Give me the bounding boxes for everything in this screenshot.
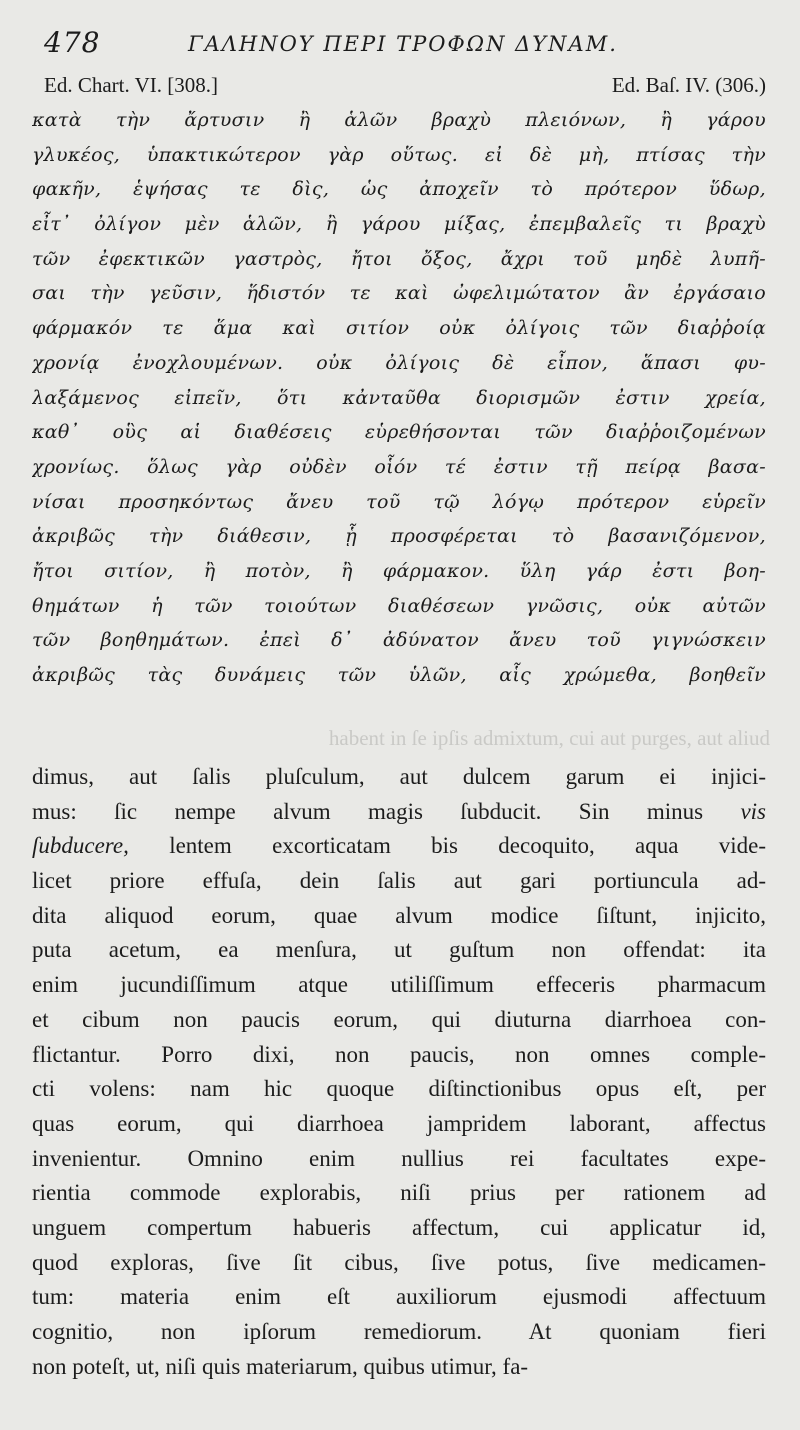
page-header [44, 24, 764, 74]
latin-line: licet priore effuſa, dein ſalis aut gari portiuncula ad- [32, 868, 766, 894]
greek-line: εἶτ᾽ ὀλίγον μὲν ἁλῶν, ἢ γάρου μίξας, ἐπεμβαλεῖς τι βραχὺ [32, 213, 766, 236]
edition-references [44, 73, 766, 103]
latin-text-block [32, 760, 766, 1384]
latin-line: non poteſt, ut, niſi quis materiarum, quibus utimur, fa- [32, 1353, 529, 1379]
greek-text-block [32, 103, 766, 693]
edition-reference-basel: Ed. Baſ. IV. (306.) [611, 73, 766, 97]
greek-line: φάρμακόν τε ἅμα καὶ σιτίον οὐκ ὀλίγοις τῶν διαῤῥοίᾳ [32, 317, 766, 340]
latin-italic-phrase: ſubducere, [32, 833, 129, 859]
page-number: 478 [44, 26, 101, 59]
latin-line: unguem compertum habueris affectum, cui applicatur id, [32, 1214, 766, 1240]
latin-line: dimus, aut ſalis pluſculum, aut dulcem garum ei injici- [32, 764, 766, 789]
greek-line: χρονίᾳ ἐνοχλουμένων. οὐκ ὀλίγοις δὲ εἶπον, ἅπασι φυ- [32, 351, 766, 374]
greek-line: θημάτων ἡ τῶν τοιούτων διαθέσεων γνῶσις, οὐκ αὐτῶν [32, 594, 766, 617]
latin-line: et cibum non paucis eorum, qui diuturna diarrhoea con- [32, 1006, 766, 1032]
greek-line: τῶν βοηθημάτων. ἐπεὶ δ᾽ ἀδύνατον ἄνευ τοῦ γιγνώσκειν [32, 629, 766, 652]
greek-line: σαι τὴν γεῦσιν, ἥδιστόν τε καὶ ὠφελιμώτατον ἂν ἐργάσαιο [32, 282, 766, 305]
greek-line: ἤτοι σιτίον, ἢ ποτὸν, ἢ φάρμακον. ὕλη γάρ ἐστι βοη- [32, 559, 766, 582]
bleed-through-text: habent in ſe ipſis admixtum, cui aut purges, aut aliud [328, 726, 770, 750]
latin-line [32, 829, 766, 864]
latin-line: flictantur. Porro dixi, non paucis, non omnes comple- [32, 1041, 766, 1067]
latin-line-text: mus: ſic nempe alvum magis ſubducit. Sin minus [32, 798, 704, 824]
latin-line: quas eorum, qui diarrhoea jampridem laborant, affectus [32, 1110, 766, 1136]
greek-line: καθ᾽ οὓς αἱ διαθέσεις εὑρεθήσονται τῶν διαῤῥοιζομένων [32, 421, 766, 444]
latin-line [32, 795, 766, 830]
greek-line: κατὰ τὴν ἄρτυσιν ἢ ἁλῶν βραχὺ πλειόνων, ἢ γάρου [32, 109, 766, 131]
latin-line: enim jucundiſſimum atque utiliſſimum effeceris pharmacum [32, 972, 766, 998]
latin-line: invenientur. Omnino enim nullius rei facultates expe- [32, 1145, 766, 1171]
running-title: ΓΑΛΗΝΟΥ ΠΕΡΙ ΤΡΟΦΩΝ ΔΥΝΑΜ. [188, 32, 618, 56]
latin-line: puta acetum, ea menſura, ut guſtum non offendat: ita [32, 937, 766, 963]
latin-line: cognitio, non ipſorum remediorum. At quoniam fieri [32, 1319, 766, 1344]
latin-line: dita aliquod eorum, quae alvum modice ſiſtunt, injicito, [32, 902, 766, 928]
greek-line: νίσαι προσηκόντως ἄνευ τοῦ τῷ λόγῳ πρότερον εὑρεῖν [32, 490, 766, 513]
greek-line: ἀκριβῶς τὰς δυνάμεις τῶν ὑλῶν, αἷς χρώμεθα, βοηθεῖν [32, 664, 766, 686]
greek-line: φακῆν, ἑψήσας τε δὶς, ὡς ἀποχεῖν τὸ πρότερον ὕδωρ, [32, 178, 766, 201]
latin-line-text: lentem excorticatam bis decoquito, aqua vide- [169, 833, 766, 859]
latin-italic-phrase: vis [740, 798, 766, 824]
latin-line: tum: materia enim eſt auxiliorum ejusmodi affectuum [32, 1284, 766, 1310]
latin-line: rientia commode explorabis, niſi prius per rationem ad [32, 1180, 766, 1206]
greek-line: ἀκριβῶς τὴν διάθεσιν, ᾗ προσφέρεται τὸ βασανιζόμενον, [32, 525, 766, 548]
greek-line: λαξάμενος εἰπεῖν, ὅτι κἀνταῦθα διορισμῶν ἐστιν χρεία, [32, 386, 766, 409]
edition-reference-chartier: Ed. Chart. VI. [308.] [44, 73, 218, 97]
latin-line: quod exploras, ſive ſit cibus, ſive potus, ſive medicamen- [32, 1249, 766, 1275]
latin-line: cti volens: nam hic quoque diſtinctionibus opus eſt, per [32, 1076, 766, 1102]
greek-line: γλυκέος, ὑπακτικώτερον γὰρ οὕτως. εἰ δὲ μὴ, πτίσας τὴν [32, 143, 766, 166]
greek-line: τῶν ἐφεκτικῶν γαστρὸς, ἤτοι ὄξος, ἄχρι τοῦ μηδὲ λυπῆ- [32, 247, 766, 270]
greek-line: χρονίως. ὅλως γὰρ οὐδὲν οἷόν τέ ἐστιν τῇ πείρᾳ βασα- [32, 455, 766, 478]
